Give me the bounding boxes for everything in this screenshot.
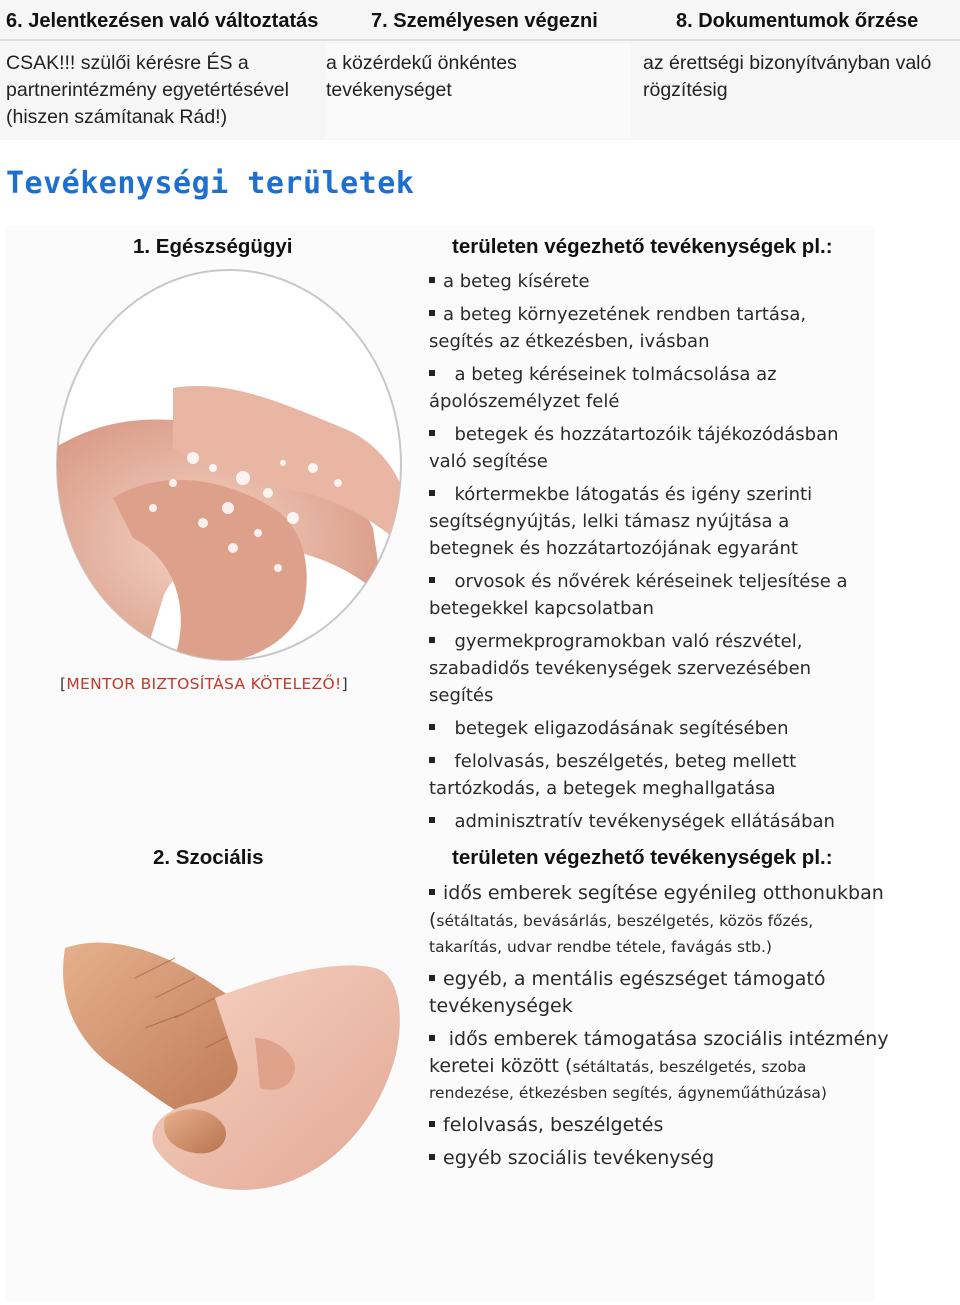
list-item	[429, 568, 848, 622]
header-do-personally: 7. Személyesen végezni	[371, 10, 598, 32]
bullet-icon	[429, 724, 435, 730]
mentor-bracket-close: ]	[341, 675, 348, 693]
cell-change-application	[6, 50, 318, 131]
list-item	[429, 301, 848, 355]
bullet-icon	[429, 757, 435, 763]
header-change-application: 6. Jelentkezésen való változtatás	[6, 10, 319, 32]
bullet-icon	[429, 637, 435, 643]
bullet-icon	[429, 817, 435, 823]
bullet-icon	[429, 1154, 435, 1160]
mentor-text: MENTOR BIZTOSÍTÁSA KÖTELEZŐ!	[66, 675, 342, 693]
list-item	[429, 361, 848, 415]
item-line: orvosok és nővérek kéréseinek teljesítése a	[454, 571, 848, 592]
item-line: betegek eligazodásának segítésében	[454, 718, 789, 739]
list-item	[429, 1112, 889, 1139]
item-line: segítségnyújtás, lelki támasz nyújtása a	[429, 511, 790, 532]
health-desc: területen végezhető tevékenységek pl.:	[452, 235, 833, 258]
item-line: ápolószemélyzet felé	[429, 391, 620, 412]
item-line: a beteg környezetének rendben tartása,	[443, 304, 807, 325]
item-line: adminisztratív tevékenységek ellátásában	[454, 811, 835, 832]
bullet-icon	[429, 310, 435, 316]
item-line: sétáltatás, beszélgetés, szoba	[572, 1058, 807, 1076]
bullet-icon	[429, 1121, 435, 1127]
bullet-icon	[429, 370, 435, 376]
bullet-icon	[429, 577, 435, 583]
handwashing-image	[53, 268, 405, 663]
cell-line: rögzítésig	[643, 79, 728, 101]
item-line: segítés	[429, 685, 494, 706]
cell-line: az érettségi bizonyítványban való	[643, 52, 932, 74]
list-item	[429, 1145, 889, 1172]
item-line: takarítás, udvar rendbe tétele, favágás stb.)	[429, 938, 772, 956]
item-line: tevékenységek	[429, 995, 573, 1017]
item-line: betegnek és hozzátartozójának egyaránt	[429, 538, 798, 559]
bullet-icon	[429, 1035, 435, 1041]
social-desc: területen végezhető tevékenységek pl.:	[452, 846, 833, 869]
cell-line: tevékenységet	[326, 79, 452, 101]
item-line: szabadidős tevékenységek szervezésében	[429, 658, 812, 679]
cell-line: (hiszen számítanak Rád!)	[6, 106, 228, 128]
list-item	[429, 748, 848, 802]
bullet-icon	[429, 889, 435, 895]
cell-line: partnerintézmény egyetértésével	[6, 79, 289, 101]
mentor-notice	[60, 675, 348, 693]
holding-hands-image	[45, 888, 405, 1198]
item-line: idős emberek támogatása szociális intézmény	[448, 1028, 889, 1050]
item-line: felolvasás, beszélgetés	[443, 1114, 664, 1136]
item-line: betegekkel kapcsolatban	[429, 598, 654, 619]
item-line: keretei között (	[429, 1055, 573, 1077]
social-activity-list	[429, 880, 889, 1178]
list-item	[429, 481, 848, 562]
cell-do-personally	[326, 44, 631, 138]
bullet-icon	[429, 490, 435, 496]
item-line: idős emberek segítése egyénileg otthonukban	[443, 882, 884, 904]
item-paren: (	[429, 909, 437, 931]
cell-line: a közérdekű önkéntes	[326, 52, 517, 74]
item-line: felolvasás, beszélgetés, beteg mellett	[454, 751, 797, 772]
top-table	[0, 0, 960, 140]
mentor-bracket-open: [	[60, 675, 67, 693]
list-item	[429, 880, 889, 960]
list-item	[429, 268, 848, 295]
item-line: való segítése	[429, 451, 548, 472]
health-label: 1. Egészségügyi	[133, 235, 293, 258]
item-line: egyéb, a mentális egészséget támogató	[443, 968, 826, 990]
bullet-icon	[429, 975, 435, 981]
item-line: gyermekprogramokban való részvétel,	[454, 631, 803, 652]
list-item	[429, 628, 848, 709]
item-line: betegek és hozzátartozóik tájékozódásban	[454, 424, 839, 445]
bullet-icon	[429, 277, 435, 283]
header-divider	[0, 39, 960, 41]
list-item	[429, 808, 848, 835]
list-item	[429, 1026, 889, 1106]
item-line: a beteg kéréseinek tolmácsolása az	[454, 364, 777, 385]
item-line: kórtermekbe látogatás és igény szerinti	[454, 484, 813, 505]
cell-keep-documents	[643, 50, 958, 104]
list-item	[429, 421, 848, 475]
header-keep-documents: 8. Dokumentumok őrzése	[676, 10, 919, 32]
item-line: sétáltatás, bevásárlás, beszélgetés, közös főzés,	[436, 912, 814, 930]
item-line: egyéb szociális tevékenység	[443, 1147, 715, 1169]
item-line: a beteg kísérete	[443, 271, 590, 292]
list-item	[429, 966, 889, 1020]
social-label: 2. Szociális	[153, 846, 264, 869]
bullet-icon	[429, 430, 435, 436]
item-line: rendezése, étkezésben segítés, ágyneműáthúzása)	[429, 1084, 827, 1102]
cell-line: CSAK!!! szülői kérésre ÉS a	[6, 52, 249, 74]
list-item	[429, 715, 848, 742]
item-line: tartózkodás, a betegek meghallgatása	[429, 778, 776, 799]
item-line: segítés az étkezésben, ivásban	[429, 331, 710, 352]
section-title: Tevékenységi területek	[6, 166, 415, 201]
health-activity-list	[429, 268, 848, 841]
